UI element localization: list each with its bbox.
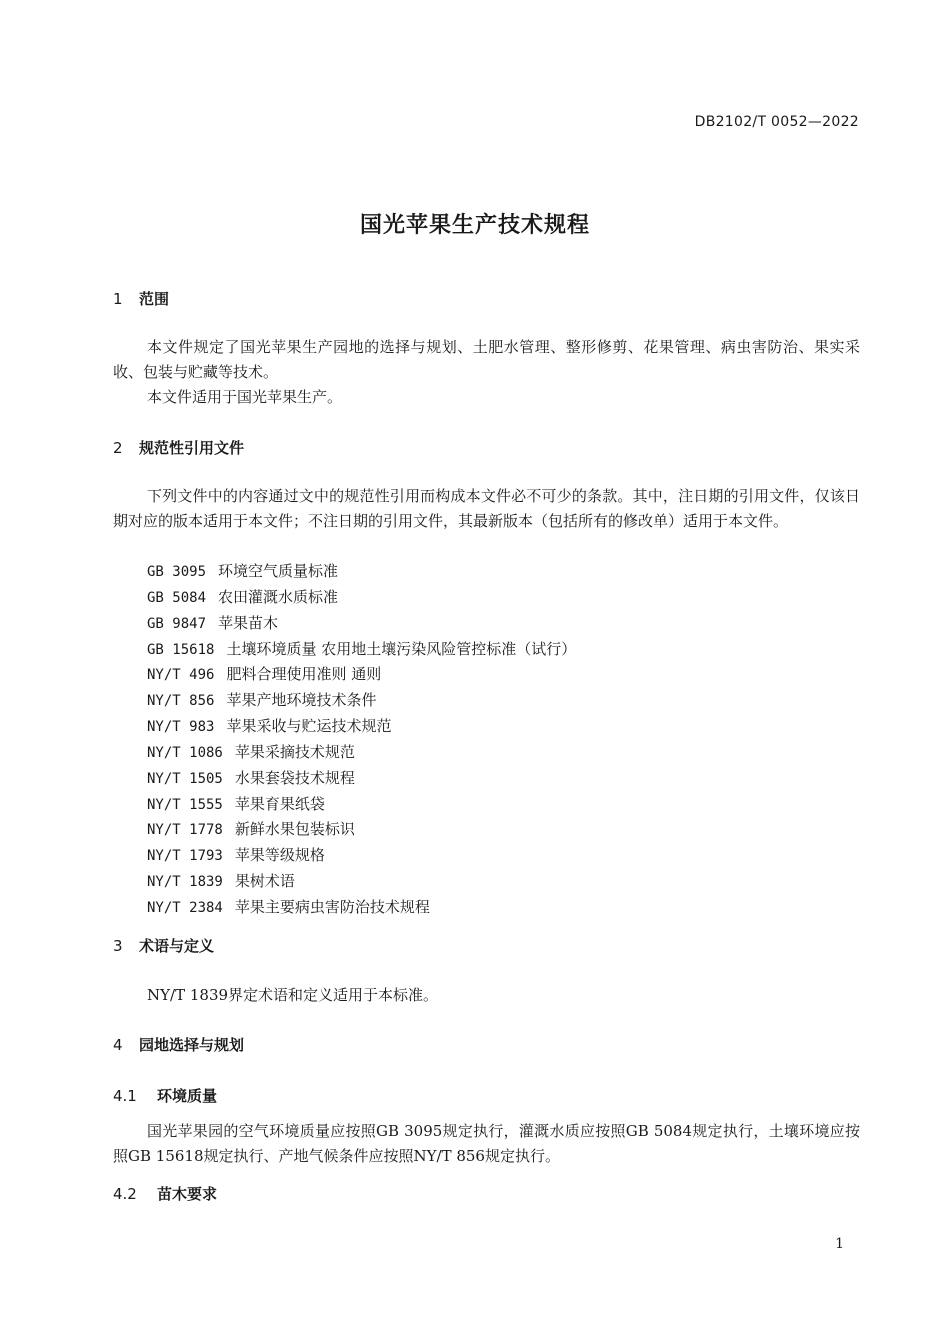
section-3-paragraph-1: NY/T 1839界定术语和定义适用于本标准。	[147, 986, 439, 1004]
section-title: 园地选择与规划	[139, 1036, 245, 1054]
reference-code: NY/T 1778	[147, 822, 223, 839]
reference-item	[147, 714, 576, 740]
reference-name: 苹果采摘技术规范	[234, 742, 355, 761]
section-title: 术语与定义	[139, 937, 215, 955]
normative-references-list	[147, 559, 576, 921]
section-number: 3	[113, 937, 123, 955]
reference-item	[147, 792, 576, 818]
reference-code: NY/T 1793	[147, 848, 223, 865]
reference-code: GB 5084	[147, 589, 207, 606]
section-number: 2	[113, 439, 123, 457]
reference-name: 苹果采收与贮运技术规范	[226, 717, 392, 736]
reference-item	[147, 817, 576, 843]
section-4-2-heading	[113, 1183, 217, 1204]
reference-name: 苹果苗木	[218, 613, 279, 632]
reference-code: GB 9847	[147, 615, 207, 632]
section-2-paragraph-1: 下列文件中的内容通过文中的规范性引用而构成本文件必不可少的条款。其中，注日期的引用文件，仅该日期对应的版本适用于本文件；不注日期的引用文件，其最新版本（包括所有的修改单）适用于本文件。	[113, 487, 860, 530]
reference-code: NY/T 1086	[147, 744, 223, 761]
section-title: 环境质量	[157, 1087, 218, 1105]
reference-item	[147, 662, 576, 688]
reference-item	[147, 559, 576, 585]
section-1-paragraph-2: 本文件适用于国光苹果生产。	[147, 388, 343, 406]
section-number: 4.2	[113, 1185, 137, 1203]
reference-name: 水果套袋技术规程	[234, 768, 355, 787]
reference-item	[147, 843, 576, 869]
section-4-heading	[113, 1034, 244, 1055]
reference-code: NY/T 983	[147, 719, 215, 736]
reference-code: NY/T 1505	[147, 770, 223, 787]
section-3-heading	[113, 935, 214, 956]
section-1-heading	[113, 288, 169, 309]
section-4-1-heading	[113, 1085, 217, 1106]
reference-name: 环境空气质量标准	[218, 562, 339, 580]
document-code: DB2102/T 0052—2022	[694, 114, 859, 130]
reference-name: 新鲜水果包装标识	[234, 820, 355, 839]
reference-code: NY/T 2384	[147, 899, 223, 916]
reference-name: 农田灌溉水质标准	[218, 587, 339, 606]
section-4-1-paragraph-1: 国光苹果园的空气环境质量应按照GB 3095规定执行，灌溉水质应按照GB 5084规定执行，土壤环境应按照GB 15618规定执行、产地气候条件应按照NY/T 856规定执行。	[113, 1122, 860, 1165]
section-number: 1	[113, 290, 123, 308]
reference-name: 苹果等级规格	[234, 846, 325, 865]
reference-item	[147, 688, 576, 714]
reference-code: NY/T 1839	[147, 874, 223, 891]
reference-name: 土壤环境质量 农用地土壤污染风险管控标准（试行）	[226, 639, 577, 658]
section-title: 苗木要求	[157, 1185, 218, 1203]
section-title: 规范性引用文件	[139, 439, 245, 457]
reference-name: 肥料合理使用准则 通则	[226, 665, 382, 684]
reference-item	[147, 740, 576, 766]
reference-code: NY/T 496	[147, 667, 215, 684]
reference-item	[147, 611, 576, 637]
reference-name: 果树术语	[234, 872, 295, 891]
section-number: 4.1	[113, 1087, 137, 1105]
page-number: 1	[835, 1236, 844, 1252]
reference-code: NY/T 1555	[147, 796, 223, 813]
section-title: 范围	[139, 290, 170, 308]
reference-item	[147, 766, 576, 792]
reference-item	[147, 637, 576, 663]
section-1-paragraph-1: 本文件规定了国光苹果生产园地的选择与规划、土肥水管理、整形修剪、花果管理、病虫害防治、果实采收、包装与贮藏等技术。	[113, 338, 860, 381]
reference-item	[147, 869, 576, 895]
page-title: 国光苹果生产技术规程	[359, 213, 590, 238]
reference-item	[147, 585, 576, 611]
reference-code: GB 3095	[147, 564, 207, 580]
reference-code: NY/T 856	[147, 693, 215, 710]
reference-name: 苹果主要病虫害防治技术规程	[234, 897, 430, 916]
reference-code: GB 15618	[147, 641, 215, 658]
section-2-heading	[113, 437, 244, 458]
section-number: 4	[113, 1036, 123, 1054]
reference-name: 苹果产地环境技术条件	[226, 691, 377, 710]
reference-name: 苹果育果纸袋	[234, 794, 325, 813]
reference-item	[147, 895, 576, 921]
